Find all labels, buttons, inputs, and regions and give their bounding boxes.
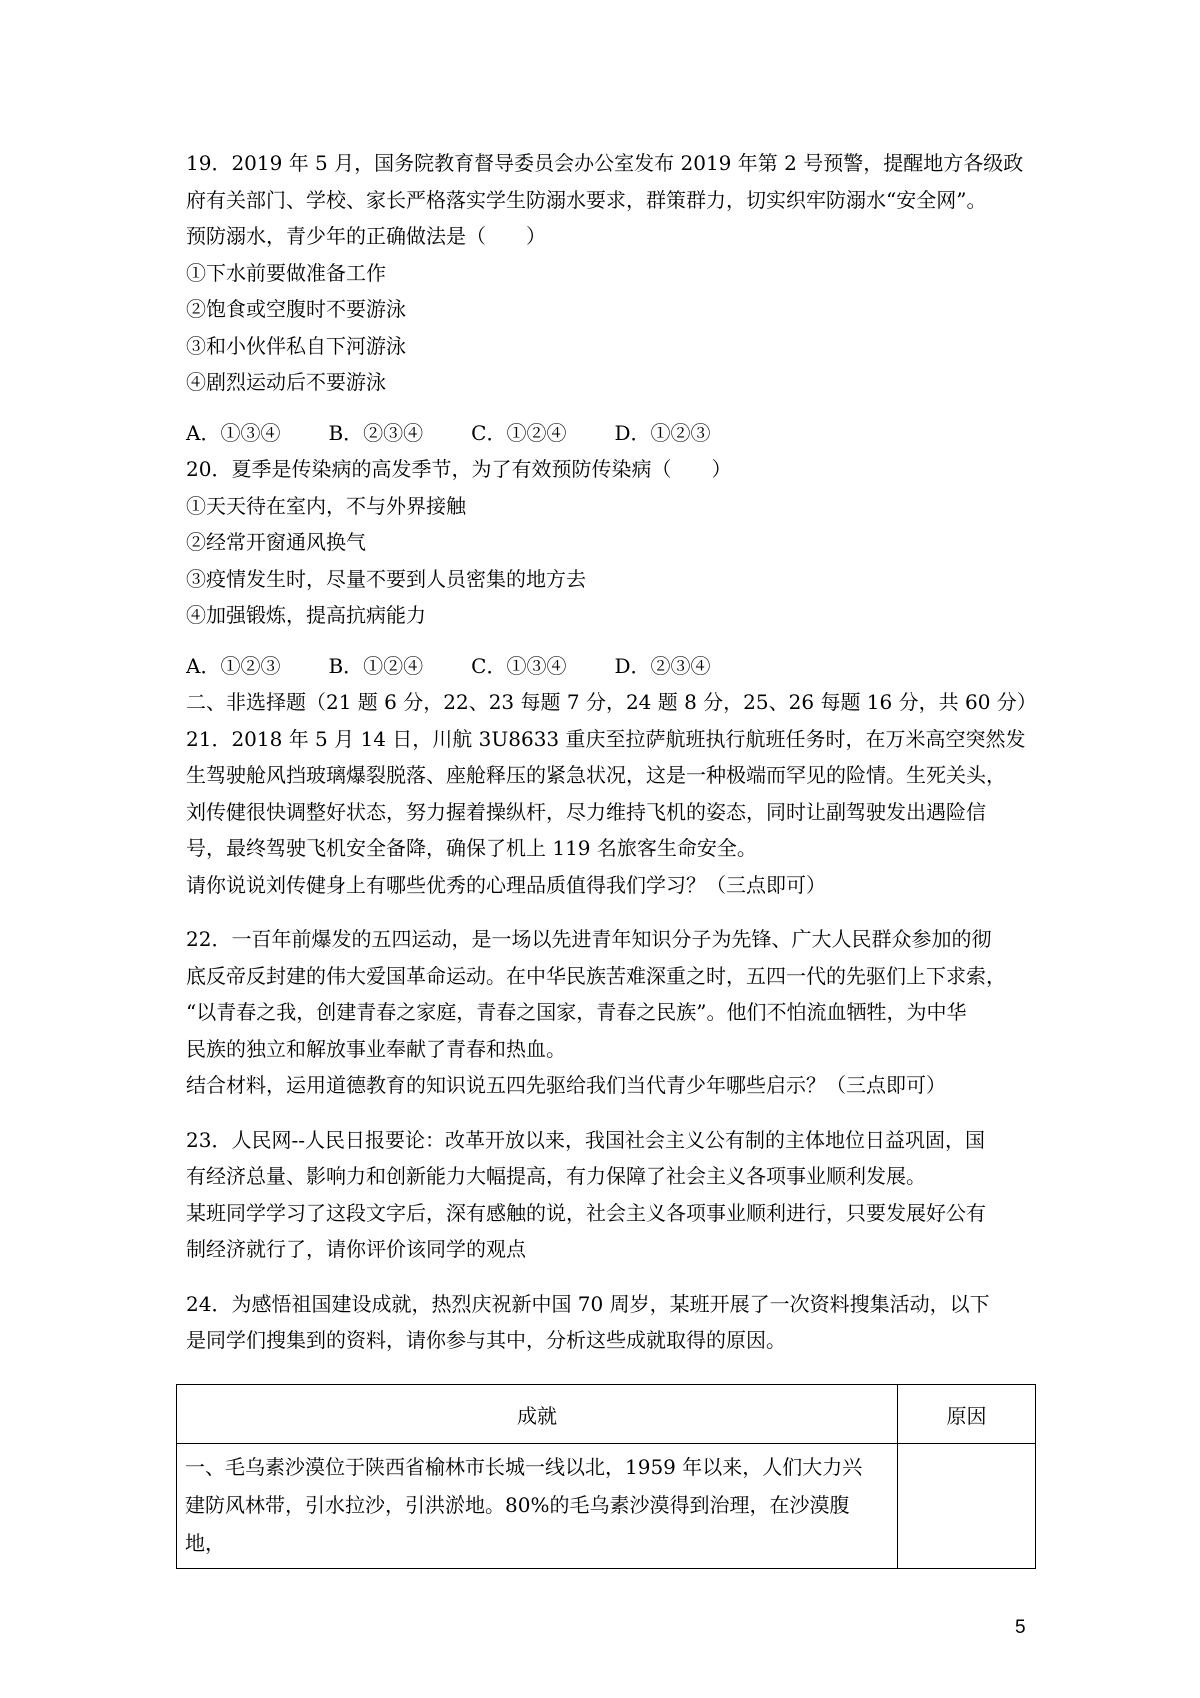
q20-stem: 20．夏季是传染病的高发季节，为了有效预防传染病（ ）: [186, 457, 732, 481]
q19-option-a: A．①③④: [186, 420, 281, 445]
section-2-heading: 二、非选择题（21 题 6 分，22、23 每题 7 分，24 题 8 分，25、26 每题 16 分，共 60 分）: [186, 690, 1037, 714]
question-24: [186, 1286, 1026, 1359]
q19-option-d: D．①②③: [614, 420, 711, 445]
q23-line-4: 制经济就行了，请你评价该同学的观点: [186, 1237, 526, 1261]
q19-stem-line-3: 预防溺水，青少年的正确做法是（ ）: [186, 224, 546, 248]
q20-item-1: ①天天待在室内，不与外界接触: [186, 493, 466, 518]
q20-item-2: ②经常开窗通风换气: [186, 530, 366, 554]
q21-line-3: 刘传健很快调整好状态，努力握着操纵杆，尽力维持飞机的姿态，同时让副驾驶发出遇险信: [186, 799, 986, 824]
question-19: [186, 145, 1026, 451]
achievement-cell: [177, 1444, 898, 1569]
reason-cell: [898, 1444, 1036, 1569]
q20-option-d: D．②③④: [614, 653, 711, 678]
header-reason: 原因: [898, 1385, 1036, 1444]
q23-line-3: 某班同学学习了这段文字后，深有感触的说，社会主义各项事业顺利进行，只要发展好公有: [186, 1200, 986, 1225]
q19-item-4: ④剧烈运动后不要游泳: [186, 370, 386, 394]
q22-line-2: 底反帝反封建的伟大爱国革命运动。在中华民族苦难深重之时，五四一代的先驱们上下求索，: [186, 963, 1006, 988]
q20-item-3: ③疫情发生时，尽量不要到人员密集的地方去: [186, 566, 586, 591]
q19-item-2: ②饱食或空腹时不要游泳: [186, 297, 406, 321]
q20-item-4: ④加强锻炼，提高抗病能力: [186, 603, 426, 627]
header-achievement: 成就: [177, 1385, 898, 1444]
q22-line-1: 22．一百年前爆发的五四运动，是一场以先进青年知识分子为先锋、广大人民群众参加的彻: [186, 927, 992, 951]
page-content: [186, 145, 1037, 1359]
q19-stem-line-2: 府有关部门、学校、家长严格落实学生防溺水要求，群策群力，切实织牢防溺水“安全网”。: [186, 187, 987, 212]
q20-options: [186, 648, 1026, 685]
q19-item-1: ①下水前要做准备工作: [186, 260, 386, 285]
q24-line-2: 是同学们搜集到的资料，请你参与其中，分析这些成就取得的原因。: [186, 1328, 786, 1352]
table-row: [177, 1444, 1036, 1569]
achievement-line-2: 建防风林带，引水拉沙，引洪淤地。80%的毛乌素沙漠得到治理，在沙漠腹地，: [185, 1493, 850, 1555]
page-number: 5: [1015, 1617, 1026, 1638]
q22-line-5: 结合材料，运用道德教育的知识说五四先驱给我们当代青少年哪些启示？（三点即可）: [186, 1073, 946, 1097]
table-header-row: [177, 1385, 1036, 1444]
question-22: [186, 921, 1026, 1104]
q22-line-3: “以青春之我，创建青春之家庭，青春之国家，青春之民族”。他们不怕流血牺牲，为中华: [186, 1000, 967, 1024]
question-21: [186, 721, 1026, 904]
q19-option-b: B．②③④: [328, 420, 424, 445]
q23-line-1: 23．人民网--人民日报要论：改革开放以来，我国社会主义公有制的主体地位日益巩固，国: [186, 1127, 985, 1152]
q20-option-b: B．①②④: [328, 653, 424, 678]
achievement-line-1: 一、毛乌素沙漠位于陕西省榆林市长城一线以北，1959 年以来，人们大力兴: [185, 1455, 863, 1479]
q20-option-a: A．①②③: [186, 653, 281, 678]
q21-line-4: 号，最终驾驶飞机安全备降，确保了机上 119 名旅客生命安全。: [186, 836, 757, 860]
q19-option-c: C．①②④: [471, 420, 567, 445]
q19-item-3: ③和小伙伴私自下河游泳: [186, 333, 406, 358]
q19-options: [186, 415, 1026, 452]
q24-line-1: 24．为感悟祖国建设成就，热烈庆祝新中国 70 周岁，某班开展了一次资料搜集活动，以下: [186, 1291, 990, 1316]
q19-stem-line-1: 19．2019 年 5 月，国务院教育督导委员会办公室发布 2019 年第 2 号预警，提醒地方各级政: [186, 151, 1024, 175]
question-23: [186, 1122, 1026, 1268]
q20-option-c: C．①③④: [471, 653, 567, 678]
q21-line-1: 21．2018 年 5 月 14 日，川航 3U8633 重庆至拉萨航班执行航班任务时，在万米高空突然发: [186, 726, 1026, 751]
q22-line-4: 民族的独立和解放事业奉献了青春和热血。: [186, 1036, 566, 1061]
q21-line-2: 生驾驶舱风挡玻璃爆裂脱落、座舱释压的紧急状况，这是一种极端而罕见的险情。生死关头，: [186, 763, 1006, 787]
q21-line-5: 请你说说刘传健身上有哪些优秀的心理品质值得我们学习？（三点即可）: [186, 872, 826, 897]
q23-line-2: 有经济总量、影响力和创新能力大幅提高，有力保障了社会主义各项事业顺利发展。: [186, 1164, 926, 1188]
question-20: [186, 451, 1026, 684]
achievements-table: [176, 1384, 1036, 1569]
